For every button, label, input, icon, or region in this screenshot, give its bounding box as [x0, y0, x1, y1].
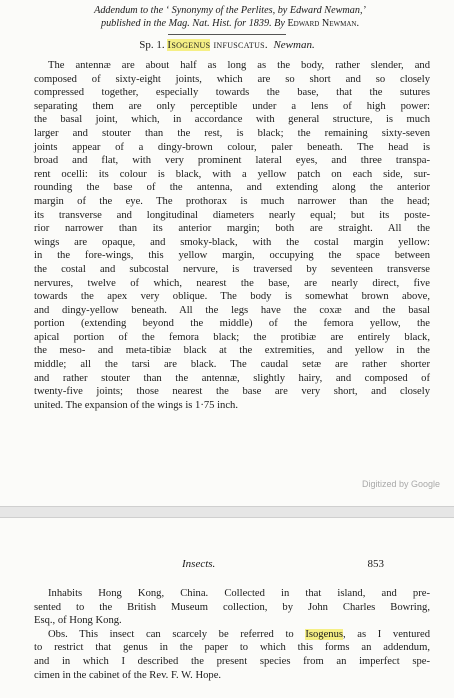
running-head — [30, 558, 430, 572]
description-line: compressed together, especially towards the base, that the sutures — [34, 87, 430, 99]
description-line: nervures, twelve of which, nearest the base, are nearly direct, five — [34, 277, 430, 289]
description-line: in the fore-wings, this yellow margin, occupying the space between — [34, 250, 430, 262]
description-line: rounding the base of the antenna, and extending along the anterior — [34, 182, 430, 194]
habitat-line: Inhabits Hong Kong, China. Collected in that island, and pre- — [48, 588, 430, 599]
heading-text: published in the Mag. Nat. Hist. for 1839. By — [100, 18, 288, 29]
addendum-heading-line-2 — [50, 18, 410, 30]
description-line: wings are opaque, and smoky-black, with the costal margin yellow: — [34, 236, 430, 248]
description-line: apical portion of the femora black; the protibiæ are entirely black, — [34, 331, 430, 343]
highlighted-genus: Isogenus — [167, 39, 211, 51]
species-number: Sp. 1. — [139, 39, 168, 51]
digitized-watermark: Digitized by Google — [361, 479, 440, 489]
observation-line: cimen in the cabinet of the Rev. F. W. Hope. — [34, 669, 222, 681]
obs-text: Obs. This insect can scarcely be referred to — [48, 628, 306, 640]
running-title: Insects. — [182, 558, 216, 570]
habitat-line: Esq., of Hong Kong. — [34, 615, 122, 627]
description-line: portion (extending beyond the middle) of the femora yellow, the — [34, 318, 430, 330]
obs-text: , as I ventured — [343, 628, 430, 640]
description-line: broad and flat, with very prominent lateral eyes, and three transpa- — [34, 155, 430, 167]
observation-line — [34, 628, 430, 642]
species-epithet: infuscatus. — [210, 39, 268, 51]
description-line: united. The expansion of the wings is 1·75 inch. — [34, 399, 238, 411]
description-line: the meso- and meta-tibiæ black at the extremities, and yellow in the — [34, 345, 430, 357]
description-line: composed of sixty-eight joints, which are so short and so closely — [34, 73, 430, 85]
description-line: the basal joint, which, in accordance with general structure, is much — [34, 114, 430, 126]
description-line: rent ocelli: its colour is black, with a yellow patch on each side, sur- — [34, 168, 430, 180]
description-line: middle; all the tarsi are black. The caudal setæ are rather shorter — [34, 359, 430, 371]
species-description — [34, 59, 430, 412]
highlighted-genus: Isogenus — [305, 628, 344, 640]
description-line: margin of the eye. The prothorax is much narrower than the head; — [34, 195, 430, 207]
habitat-and-observation — [34, 587, 430, 682]
description-line: the costal and subcostal nervure, is traversed by seventeen transverse — [34, 263, 430, 275]
page-lower — [0, 517, 454, 698]
description-line: twenty-five joints; those nearest the base are very short, and closely — [34, 386, 430, 398]
description-line: towards the apex very oblique. The body is somewhat brown above, — [34, 291, 430, 303]
species-authority: Newman. — [273, 39, 315, 51]
description-line: The antennæ are about half as long as the body, rather slender, and — [48, 60, 430, 71]
description-line: and rather stouter than the antennæ, slightly hairy, and composed of — [34, 372, 430, 384]
description-line: larger and stouter than the rest, is black; the remaining sixty-seven — [34, 127, 430, 139]
description-line: its transverse and longitudinal diameters nearly equal; but its poste- — [34, 209, 430, 221]
habitat-line: sented to the British Museum collection, by John Charles Bowring, — [34, 601, 430, 613]
observation-line: and in which I described the present species from an imperfect spe- — [34, 655, 430, 667]
description-line: rior narrower than its anterior margin; both are straight. All the — [34, 223, 430, 235]
addendum-heading-line-1: Addendum to the ‘ Synonymy of the Perlites, by Edward Newman,’ — [94, 5, 366, 16]
page-number: 853 — [367, 558, 384, 570]
observation-line: to restrict that genus in the paper to which this forms an addendum, — [34, 642, 430, 654]
description-line: joints appear of a dingy-brown colour, paler beneath. The head is — [34, 141, 430, 153]
description-line: and dingy-yellow beneath. All the legs have the coxæ and the basal — [34, 304, 430, 316]
species-heading — [20, 39, 434, 51]
heading-author: Edward Newman. — [287, 18, 360, 29]
description-line: separating them are only perceptible under a lens of high power: — [34, 100, 430, 112]
heading-rule — [168, 34, 286, 35]
